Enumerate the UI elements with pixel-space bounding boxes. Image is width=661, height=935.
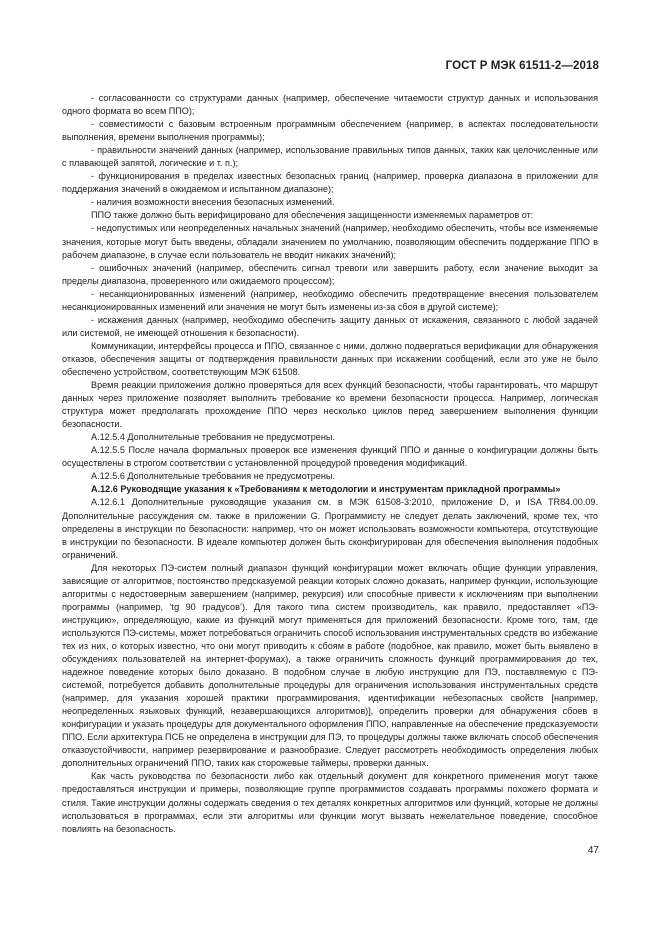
paragraph: Коммуникации, интерфейсы процесса и ППО, связанное с ними, должно подвергаться верификации для обнаружения отказов, обеспечения защиты от подтверждения правильности данных при искажении сообщений, если это уже не было обеспечено устройством, соответствующим МЭК 61508. <box>62 340 598 377</box>
page-header-title: ГОСТ Р МЭК 61511-2—2018 <box>445 60 599 72</box>
page-number: 47 <box>587 845 599 856</box>
clause-a-12-5-5: А.12.5.5 После начала формальных проверок все изменения функций ППО и данные о конфигурации должны быть осуществлены в строгом соответствии с установленной процедурой проведения модификаций. <box>62 445 598 469</box>
paragraph: ППО также должно быть верифицировано для обеспечения защищенности изменяемых параметров от: <box>91 210 534 221</box>
clause-a-12-5-4: А.12.5.4 Дополнительные требования не предусмотрены. <box>91 432 335 443</box>
list-item: - искажения данных (например, необходимо обеспечить защиту данных от искажения, связанного с любой задачей или системой, не имеющей отношения к безопасности). <box>62 314 598 338</box>
list-item: - согласованности со структурами данных (например, обеспечение читаемости структур данных и использования одного формата во всем ППО); <box>62 93 598 117</box>
list-item: - ошибочных значений (например, обеспечить сигнал тревоги или завершить работу, если значение выходит за пределы диапазона, проверенного или ожидаемого процессом); <box>62 262 598 286</box>
list-item: - функционирования в пределах известных безопасных границ (например, проверка диапазона в приложении для поддержания значений в ожидаемом и испытанном диапазоне); <box>62 171 598 195</box>
clause-a-12-6-1: А.12.6.1 Дополнительные руководящие указания см. в МЭК 61508-3:2010, приложение D, и ISA TR84.00.09. Дополнительные рассуждения см. также в приложении G. Программисту не следует делать заключений, кроме тех, что определены в инструкции по безопасности: например, что он может использовать возможности компьютера, отсутствующие в инструкции по безопасности. В идеале компьютер должен быть сконфигурирован для обеспечения выполнения подобных ограничений. <box>62 497 598 560</box>
paragraph: Как часть руководства по безопасности либо как отдельный документ для конкретного применения могут также предоставляться инструкции и примеры, позволяющие группе программистов создавать программы похожего формата и стиля. Такие инструкции должны содержать сведения о тех деталях конкретных алгоритмов или функций, которые не должны использоваться в программах, если эти алгоритмы или функции могут вызвать нежелательное поведение, способное повлиять на безопасность. <box>62 771 598 834</box>
clause-a-12-5-6: А.12.5.6 Дополнительные требования не предусмотрены. <box>91 471 335 482</box>
list-item: - несанкционированных изменений (например, необходимо обеспечить предотвращение внесения пользователем несанкционированных изменений или значения не могут быть изменены из-за сбоя в другой системе); <box>62 288 598 312</box>
document-body <box>62 92 598 836</box>
paragraph: Для некоторых ПЭ-систем полный диапазон функций конфигурации может включать общие функции управления, зависящие от алгоритмов, постоянство предсказуемой реакции которых сложно доказать, например функции, использующие алгоритмы с недостоверным завершением (например, рекурсия) или способные привести к исключениям при выполнении программы (например, ‘tg 90 градусов’). Для такого типа систем производитель, как правило, предоставляет «ПЭ-инструкцию», определяющую, какие из функций могут применяться для приложений безопасности. Кроме того, там, где используются ПЭ-системы, может потребоваться ограничить способ использования инструментальных средств во избежание тех из них, о которых известно, что они могут приводить к сбоям в работе (подобное, как правило, может быть выявлено в обсуждениях пользователей на интернет-форумах), а также ограничить сложность функций программирования до тех, надежное поведение которых было доказано. В подобном случае в любую инструкцию для ПЭ, поставляемую с ПЭ-системой, потребуется добавить дополнительные процедуры для ограничения использования инструментальных средств (например, для указания хорошей практики программирования, идентификации небезопасных свойств [например, неопределенных языковых функций, незавершающихся алгоритмов)], определить проверки для обнаружения сбоев в конфигурации и указать процедуры для документального оформления ППО, направленные на обеспечение предсказуемости ППО. Если архитектура ПСБ не определена в инструкции для ПЭ, то процедуры должны также включать способ обеспечения отказоустойчивости, например резервирование и разнообразие. Следует рассмотреть необходимость определения любых дополнительных ограничений ППО, таких как сторожевые таймеры, проверки данных. <box>62 562 598 769</box>
paragraph: Время реакции приложения должно проверяться для всех функций безопасности, чтобы гарантировать, что маршрут данных через приложение позволяет выполнить требование ко времени безопасности процесса. Например, логическая структура может предполагать прохождение ППО через несколько циклов перед завершением выполнения функции безопасности. <box>62 380 598 430</box>
list-item: - наличия возможности внесения безопасных изменений. <box>91 197 335 208</box>
list-item: - правильности значений данных (например, использование правильных типов данных, таких как целочисленные или с плавающей запятой, логические и т. п.); <box>62 145 598 169</box>
list-item: - совместимости с базовым встроенным программным обеспечением (например, в аспектах последовательности выполнения, времени выполнения программы); <box>62 119 598 143</box>
section-heading-a-12-6: А.12.6 Руководящие указания к «Требованиям к методологии и инструментам прикладной программы» <box>91 484 561 495</box>
list-item: - недопустимых или неопределенных начальных значений (например, необходимо обеспечить, чтобы все изменяемые значения, которые могут быть введены, обладали значением по умолчанию, позволяющим обеспечить поддержание ППО в рабочем диапазоне, в случае если пользователь не вводит никаких значений); <box>62 223 598 260</box>
